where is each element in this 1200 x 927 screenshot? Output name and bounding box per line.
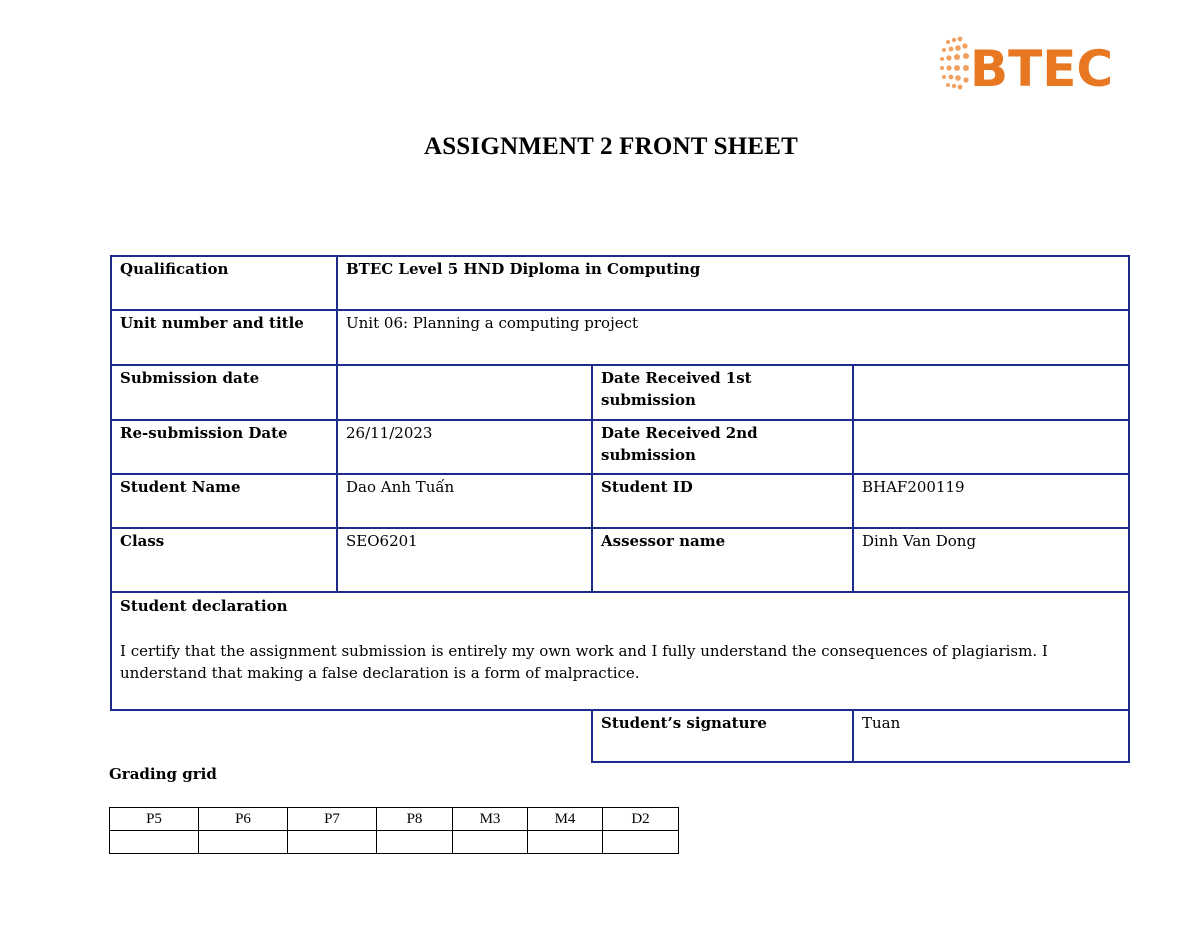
student-name-value: Dao Anh Tuấn [346,478,455,496]
grading-grid-value-row [110,831,679,854]
grade-header: M3 [453,808,528,831]
qualification-value: BTEC Level 5 HND Diploma in Computing [346,260,701,278]
grade-value [377,831,453,854]
grading-grid-header-row [110,808,679,831]
assessor-value: Dinh Van Dong [862,532,977,550]
grade-value [199,831,288,854]
grade-header: D2 [603,808,679,831]
date-received-1st-label: Date Received 1st submission [601,369,752,409]
student-name-label: Student Name [120,478,241,496]
grade-header: P6 [199,808,288,831]
assessor-label: Assessor name [601,532,726,550]
logo-text: BTEC [970,40,1114,96]
student-id-value: BHAF200119 [862,478,965,496]
unit-label: Unit number and title [120,314,304,332]
page-title: ASSIGNMENT 2 FRONT SHEET [423,133,799,160]
resubmission-date-label: Re-submission Date [120,424,288,442]
date-received-2nd-value [854,421,1128,422]
class-label: Class [120,532,165,550]
signature-value: Tuan [862,714,901,732]
unit-value: Unit 06: Planning a computing project [346,314,639,332]
date-received-1st-value [854,366,1128,367]
grade-header: P5 [110,808,199,831]
grade-header: P8 [377,808,453,831]
declaration-label: Student declaration [120,597,288,615]
grading-grid-title: Grading grid [109,765,217,783]
grade-value [288,831,377,854]
student-id-label: Student ID [601,478,693,496]
grade-value [528,831,603,854]
grade-value [603,831,679,854]
submission-date-value [338,366,591,367]
declaration-text: I certify that the assignment submission is entirely my own work and I fully understand the consequences of plagiarism. I understand that making a false declaration is a form of malpractice. [120,642,1048,682]
submission-date-label: Submission date [120,369,260,387]
signature-label: Student’s signature [601,714,767,732]
qualification-label: Qualification [120,260,229,278]
grade-value [110,831,199,854]
resubmission-date-value: 26/11/2023 [346,424,433,442]
date-received-2nd-label: Date Received 2nd submission [601,424,758,464]
grade-value [453,831,528,854]
grade-header: P7 [288,808,377,831]
grade-header: M4 [528,808,603,831]
class-value: SEO6201 [346,532,418,550]
grading-grid [109,807,679,854]
